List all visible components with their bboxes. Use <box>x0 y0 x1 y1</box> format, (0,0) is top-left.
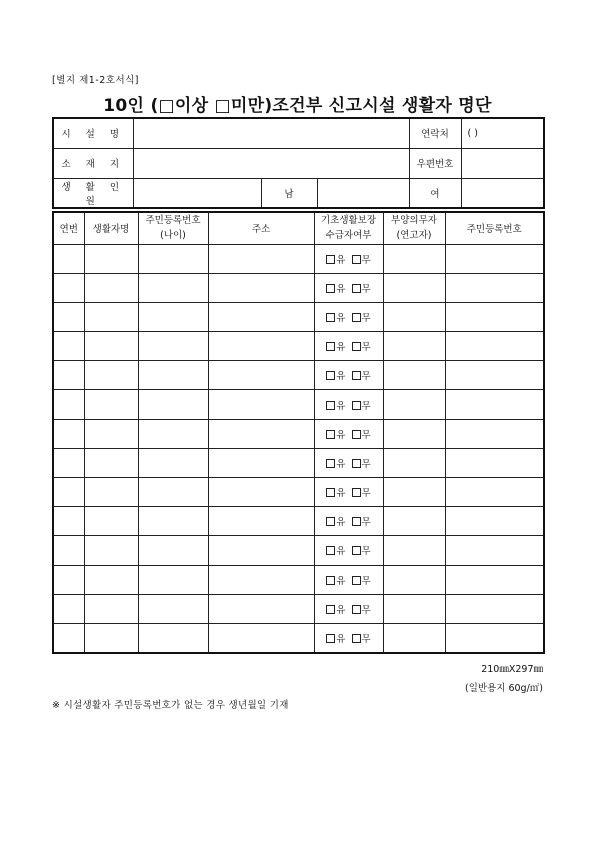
row-guardian-rrn-cell[interactable] <box>445 478 544 507</box>
welfare-yes-label: 유 <box>336 488 346 500</box>
row-welfare-cell <box>314 361 383 390</box>
row-guardian-rrn-cell[interactable] <box>445 565 544 594</box>
welfare-no-label: 무 <box>361 283 371 295</box>
resident-roster-table <box>52 211 545 654</box>
row-guardian-cell[interactable] <box>383 244 445 273</box>
row-rrn-cell[interactable] <box>138 302 208 331</box>
table-row <box>53 332 544 361</box>
roster-header-row <box>53 212 544 244</box>
row-guardian-rrn-cell[interactable] <box>445 623 544 652</box>
table-row <box>53 244 544 273</box>
welfare-yes-checkbox[interactable] <box>326 488 335 497</box>
col-header-welfare <box>314 212 383 244</box>
facility-info-table <box>52 117 545 209</box>
row-rrn-cell[interactable] <box>138 565 208 594</box>
welfare-no-label: 무 <box>361 604 371 616</box>
row-guardian-cell[interactable] <box>383 594 445 623</box>
residents-label: 생 활 인 원 <box>53 178 133 208</box>
row-no-cell[interactable] <box>53 536 84 565</box>
col-header-guardian-rrn: 주민등록번호 <box>445 212 544 244</box>
row-welfare-cell <box>314 536 383 565</box>
address-row <box>53 148 544 178</box>
facility-name-row <box>53 118 544 148</box>
welfare-yes-checkbox[interactable] <box>326 255 335 264</box>
table-row <box>53 507 544 536</box>
table-row <box>53 390 544 419</box>
col-header-guardian-line2: (연고자) <box>396 230 432 242</box>
row-guardian-rrn-cell[interactable] <box>445 448 544 477</box>
row-name-cell[interactable] <box>84 478 138 507</box>
row-name-cell[interactable] <box>84 361 138 390</box>
row-welfare-cell <box>314 594 383 623</box>
paper-size-note: 210㎜X297㎜ <box>481 664 543 675</box>
welfare-no-label: 무 <box>361 488 371 500</box>
welfare-no-label: 무 <box>361 517 371 529</box>
welfare-no-checkbox[interactable] <box>352 605 361 614</box>
row-name-cell[interactable] <box>84 507 138 536</box>
row-rrn-cell[interactable] <box>138 594 208 623</box>
row-address-cell[interactable] <box>208 332 314 361</box>
row-no-cell[interactable] <box>53 332 84 361</box>
col-header-guardian <box>383 212 445 244</box>
address-label: 소 재 지 <box>53 148 133 178</box>
welfare-no-label: 무 <box>361 429 371 441</box>
row-welfare-cell <box>314 623 383 652</box>
residents-total-field[interactable] <box>133 178 261 208</box>
welfare-yes-checkbox[interactable] <box>326 605 335 614</box>
row-no-cell[interactable] <box>53 390 84 419</box>
welfare-no-checkbox[interactable] <box>352 634 361 643</box>
row-rrn-cell[interactable] <box>138 332 208 361</box>
welfare-yes-label: 유 <box>336 371 346 383</box>
welfare-yes-label: 유 <box>336 575 346 587</box>
row-guardian-cell[interactable] <box>383 302 445 331</box>
row-welfare-cell <box>314 302 383 331</box>
row-welfare-cell <box>314 507 383 536</box>
welfare-yes-checkbox[interactable] <box>326 517 335 526</box>
welfare-no-label: 무 <box>361 575 371 587</box>
col-header-guardian-line1: 부양의무자 <box>391 215 437 227</box>
row-no-cell[interactable] <box>53 448 84 477</box>
col-header-address: 주소 <box>208 212 314 244</box>
postal-code-field[interactable] <box>461 148 544 178</box>
welfare-yes-checkbox[interactable] <box>326 430 335 439</box>
welfare-no-checkbox[interactable] <box>352 313 361 322</box>
row-name-cell[interactable] <box>84 623 138 652</box>
row-no-cell[interactable] <box>53 419 84 448</box>
row-guardian-rrn-cell[interactable] <box>445 390 544 419</box>
row-no-cell[interactable] <box>53 565 84 594</box>
row-welfare-cell <box>314 332 383 361</box>
row-name-cell[interactable] <box>84 244 138 273</box>
residents-row <box>53 178 544 208</box>
row-no-cell[interactable] <box>53 478 84 507</box>
row-rrn-cell[interactable] <box>138 623 208 652</box>
row-name-cell[interactable] <box>84 273 138 302</box>
col-header-name: 생활자명 <box>84 212 138 244</box>
row-no-cell[interactable] <box>53 361 84 390</box>
row-no-cell[interactable] <box>53 507 84 536</box>
col-header-welfare-line2: 수급자여부 <box>325 230 372 242</box>
row-guardian-cell[interactable] <box>383 448 445 477</box>
welfare-no-checkbox[interactable] <box>352 284 361 293</box>
row-rrn-cell[interactable] <box>138 390 208 419</box>
welfare-no-label: 무 <box>361 254 371 266</box>
row-guardian-rrn-cell[interactable] <box>445 536 544 565</box>
table-row <box>53 565 544 594</box>
welfare-yes-label: 유 <box>336 546 346 558</box>
welfare-yes-checkbox[interactable] <box>326 313 335 322</box>
table-row <box>53 536 544 565</box>
welfare-no-checkbox[interactable] <box>352 576 361 585</box>
welfare-yes-checkbox[interactable] <box>326 459 335 468</box>
welfare-no-label: 무 <box>361 633 371 645</box>
table-row <box>53 448 544 477</box>
contact-label: 연락처 <box>409 118 461 148</box>
welfare-yes-label: 유 <box>336 429 346 441</box>
col-header-rrn-line1: 주민등록번호 <box>145 215 201 227</box>
welfare-yes-label: 유 <box>336 254 346 266</box>
welfare-no-checkbox[interactable] <box>352 371 361 380</box>
male-count-field[interactable] <box>317 178 409 208</box>
row-guardian-cell[interactable] <box>383 361 445 390</box>
welfare-no-label: 무 <box>361 342 371 354</box>
welfare-no-checkbox[interactable] <box>352 546 361 555</box>
row-welfare-cell <box>314 565 383 594</box>
row-welfare-cell <box>314 244 383 273</box>
row-address-cell[interactable] <box>208 594 314 623</box>
welfare-no-checkbox[interactable] <box>352 342 361 351</box>
row-no-cell[interactable] <box>53 244 84 273</box>
male-label: 남 <box>261 178 317 208</box>
table-row <box>53 623 544 652</box>
welfare-no-checkbox[interactable] <box>352 255 361 264</box>
row-no-cell[interactable] <box>53 623 84 652</box>
row-address-cell[interactable] <box>208 419 314 448</box>
row-rrn-cell[interactable] <box>138 361 208 390</box>
row-guardian-cell[interactable] <box>383 536 445 565</box>
row-name-cell[interactable] <box>84 419 138 448</box>
row-guardian-cell[interactable] <box>383 332 445 361</box>
row-name-cell[interactable] <box>84 448 138 477</box>
welfare-yes-label: 유 <box>336 400 346 412</box>
row-guardian-cell[interactable] <box>383 390 445 419</box>
row-address-cell[interactable] <box>208 565 314 594</box>
row-no-cell[interactable] <box>53 273 84 302</box>
row-guardian-rrn-cell[interactable] <box>445 594 544 623</box>
welfare-no-checkbox[interactable] <box>352 401 361 410</box>
welfare-yes-label: 유 <box>336 517 346 529</box>
row-name-cell[interactable] <box>84 536 138 565</box>
row-address-cell[interactable] <box>208 361 314 390</box>
welfare-yes-checkbox[interactable] <box>326 284 335 293</box>
row-address-cell[interactable] <box>208 390 314 419</box>
address-field[interactable] <box>133 148 409 178</box>
paper-type-note: (일반용지 60g/㎡) <box>465 683 543 694</box>
table-row <box>53 273 544 302</box>
footnote: ※ 시설생활자 주민등록번호가 없는 경우 생년월일 기재 <box>52 700 289 711</box>
row-rrn-cell[interactable] <box>138 536 208 565</box>
female-label: 여 <box>409 178 461 208</box>
row-address-cell[interactable] <box>208 507 314 536</box>
row-address-cell[interactable] <box>208 478 314 507</box>
row-name-cell[interactable] <box>84 332 138 361</box>
table-row <box>53 361 544 390</box>
welfare-yes-checkbox[interactable] <box>326 401 335 410</box>
row-name-cell[interactable] <box>84 390 138 419</box>
col-header-rrn <box>138 212 208 244</box>
welfare-yes-label: 유 <box>336 342 346 354</box>
row-guardian-cell[interactable] <box>383 565 445 594</box>
row-address-cell[interactable] <box>208 536 314 565</box>
col-header-welfare-line1: 기초생활보장 <box>320 215 377 227</box>
welfare-no-label: 무 <box>361 371 371 383</box>
row-guardian-cell[interactable] <box>383 507 445 536</box>
row-address-cell[interactable] <box>208 623 314 652</box>
row-rrn-cell[interactable] <box>138 273 208 302</box>
document-title: 10인 (□이상 □미만)조건부 신고시설 생활자 명단 <box>103 96 492 116</box>
row-guardian-rrn-cell[interactable] <box>445 419 544 448</box>
row-guardian-rrn-cell[interactable] <box>445 332 544 361</box>
row-guardian-rrn-cell[interactable] <box>445 244 544 273</box>
row-guardian-cell[interactable] <box>383 623 445 652</box>
col-header-rrn-line2: (나이) <box>160 230 186 242</box>
row-guardian-rrn-cell[interactable] <box>445 361 544 390</box>
welfare-no-checkbox[interactable] <box>352 459 361 468</box>
welfare-yes-checkbox[interactable] <box>326 576 335 585</box>
welfare-yes-label: 유 <box>336 458 346 470</box>
welfare-yes-checkbox[interactable] <box>326 634 335 643</box>
welfare-yes-label: 유 <box>336 633 346 645</box>
welfare-no-label: 무 <box>361 546 371 558</box>
row-rrn-cell[interactable] <box>138 478 208 507</box>
facility-name-label: 시 설 명 <box>53 118 133 148</box>
welfare-no-checkbox[interactable] <box>352 488 361 497</box>
row-name-cell[interactable] <box>84 594 138 623</box>
row-name-cell[interactable] <box>84 302 138 331</box>
form-code: [별지 제1-2호서식] <box>52 75 140 86</box>
row-guardian-rrn-cell[interactable] <box>445 273 544 302</box>
welfare-no-checkbox[interactable] <box>352 430 361 439</box>
row-welfare-cell <box>314 390 383 419</box>
row-guardian-rrn-cell[interactable] <box>445 507 544 536</box>
row-rrn-cell[interactable] <box>138 448 208 477</box>
row-address-cell[interactable] <box>208 273 314 302</box>
row-address-cell[interactable] <box>208 244 314 273</box>
row-guardian-cell[interactable] <box>383 478 445 507</box>
row-address-cell[interactable] <box>208 302 314 331</box>
welfare-no-label: 무 <box>361 400 371 412</box>
table-row <box>53 594 544 623</box>
row-rrn-cell[interactable] <box>138 244 208 273</box>
female-count-field[interactable] <box>461 178 544 208</box>
row-name-cell[interactable] <box>84 565 138 594</box>
row-welfare-cell <box>314 419 383 448</box>
welfare-yes-label: 유 <box>336 604 346 616</box>
row-welfare-cell <box>314 448 383 477</box>
welfare-yes-checkbox[interactable] <box>326 371 335 380</box>
table-row <box>53 419 544 448</box>
row-address-cell[interactable] <box>208 448 314 477</box>
table-row <box>53 478 544 507</box>
row-guardian-rrn-cell[interactable] <box>445 302 544 331</box>
row-guardian-cell[interactable] <box>383 419 445 448</box>
row-welfare-cell <box>314 478 383 507</box>
col-header-no: 연번 <box>53 212 84 244</box>
welfare-no-checkbox[interactable] <box>352 517 361 526</box>
row-rrn-cell[interactable] <box>138 507 208 536</box>
table-row <box>53 302 544 331</box>
welfare-yes-checkbox[interactable] <box>326 342 335 351</box>
welfare-no-label: 무 <box>361 458 371 470</box>
row-welfare-cell <box>314 273 383 302</box>
row-guardian-cell[interactable] <box>383 273 445 302</box>
contact-field[interactable]: ( ) <box>461 118 544 148</box>
welfare-no-label: 무 <box>361 312 371 324</box>
welfare-yes-label: 유 <box>336 312 346 324</box>
facility-name-field[interactable] <box>133 118 409 148</box>
postal-code-label: 우편번호 <box>409 148 461 178</box>
welfare-yes-checkbox[interactable] <box>326 546 335 555</box>
row-no-cell[interactable] <box>53 302 84 331</box>
row-no-cell[interactable] <box>53 594 84 623</box>
welfare-yes-label: 유 <box>336 283 346 295</box>
row-rrn-cell[interactable] <box>138 419 208 448</box>
